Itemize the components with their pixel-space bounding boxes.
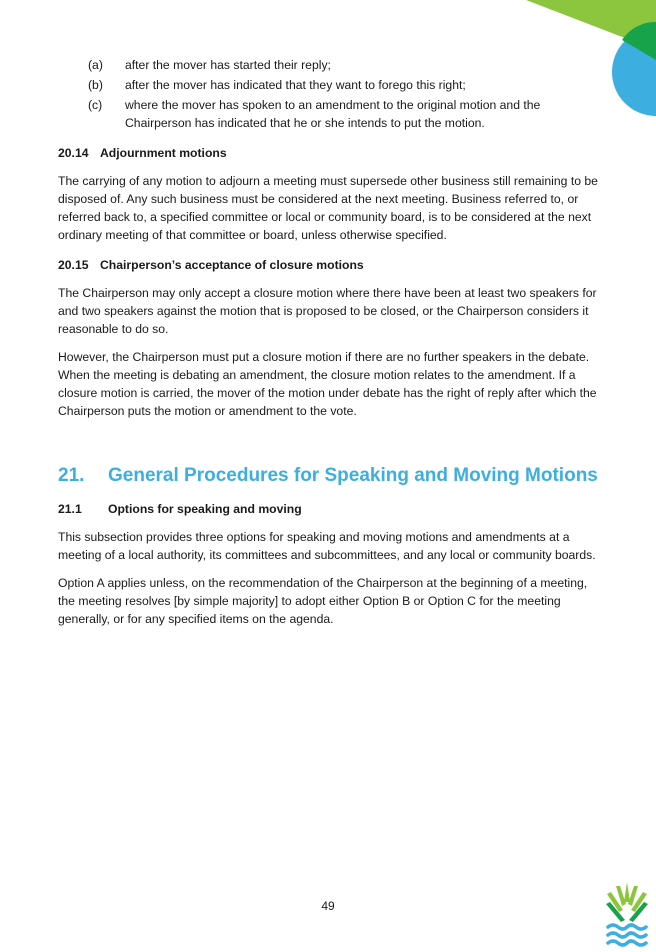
page-number: 49	[321, 899, 335, 913]
closure-exceptions-list	[58, 56, 606, 132]
chapter-title: General Procedures for Speaking and Moving Motions	[108, 465, 598, 486]
list-label: (a)	[88, 58, 103, 72]
list-text: after the mover has indicated that they want to forego this right;	[125, 78, 466, 92]
paragraph: However, the Chairperson must put a closure motion if there are no further speakers in the debate. When the meeting is debating an amendment, the closure motion relates to the amendment. If a closure motion is carried, the mover of the motion under debate has the right of reply after which the Chairperson puts the motion or amendment to the vote.	[58, 350, 597, 418]
list-text: where the mover has spoken to an amendment to the original motion and the Chairperson has indicated that he or she intends to put the motion.	[125, 98, 541, 130]
paragraph: The carrying of any motion to adjourn a meeting must supersede other business still remaining to be disposed of. Any such business must be considered at the next meeting. Business referred to, or referred back to, a specified committee or local or community board, is to be considered at the next ordinary meeting of that committee or board, unless otherwise specified.	[58, 174, 598, 242]
section-title: Adjournment motions	[100, 146, 227, 160]
chapter-heading-21	[58, 464, 606, 488]
list-item	[88, 56, 606, 74]
paragraph: Option A applies unless, on the recommendation of the Chairperson at the beginning of a meeting, the meeting resolves [by simple majority] to adopt either Option B or Option C for the meeting generally, or for any specified items on the agenda.	[58, 576, 588, 626]
chapter-number: 21.	[58, 465, 85, 486]
council-logo-icon	[604, 880, 650, 948]
list-item	[88, 96, 606, 132]
list-label: (b)	[88, 78, 103, 92]
section-number: 21.1	[58, 502, 82, 516]
paragraph: The Chairperson may only accept a closure motion where there have been at least two speakers for and two speakers against the motion that is proposed to be closed, or the Chairperson considers it reasonable to do so.	[58, 286, 597, 336]
list-item	[88, 76, 606, 94]
section-heading-20-15	[58, 256, 606, 274]
section-title: Options for speaking and moving	[108, 502, 302, 516]
section-number: 20.14	[58, 146, 89, 160]
section-title: Chairperson’s acceptance of closure motions	[100, 258, 364, 272]
page-content	[58, 56, 606, 638]
section-heading-21-1	[58, 500, 606, 518]
section-number: 20.15	[58, 258, 89, 272]
paragraph: This subsection provides three options for speaking and moving motions and amendments at a meeting of a local authority, its committees and subcommittees, and any local or community boards.	[58, 530, 596, 562]
list-text: after the mover has started their reply;	[125, 58, 331, 72]
section-heading-20-14	[58, 144, 606, 162]
list-label: (c)	[88, 98, 103, 112]
